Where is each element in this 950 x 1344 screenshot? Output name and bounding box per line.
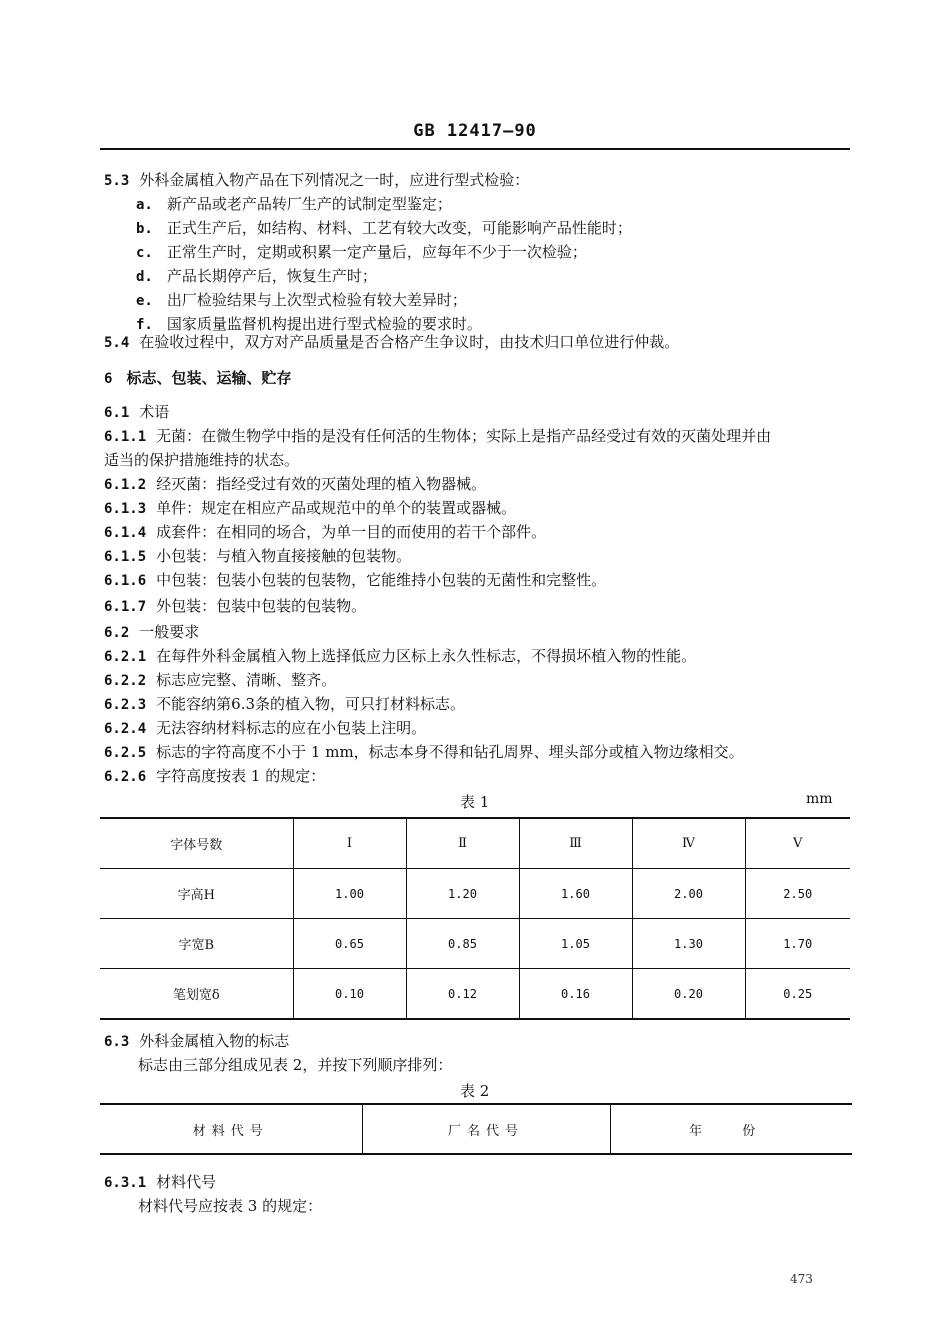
clause-number: 6.1.2 xyxy=(104,477,147,493)
clause-text: 外包装：包装中包装的包装物。 xyxy=(156,597,367,615)
clause-number: 6.2.2 xyxy=(104,673,147,689)
table-cell: 厂名代号 xyxy=(362,1104,610,1154)
clause-6-1-6 xyxy=(104,571,606,590)
table-cell: 1.30 xyxy=(632,919,745,969)
clause-6-3 xyxy=(104,1032,289,1051)
page-number: 473 xyxy=(790,1272,813,1286)
clause-5-4 xyxy=(104,333,679,352)
list-item xyxy=(136,195,452,214)
table-row xyxy=(100,919,850,969)
table-cell: 0.65 xyxy=(293,919,406,969)
table-cell: Ⅰ xyxy=(293,818,406,869)
table-cell: 年 份 xyxy=(689,1123,774,1139)
table-2 xyxy=(100,1103,852,1155)
clause-number: 6.2.1 xyxy=(104,649,147,665)
clause-text: 经灭菌：指经受过有效的灭菌处理的植入物器械。 xyxy=(156,475,487,493)
clause-text: 小包装：与植入物直接接触的包装物。 xyxy=(156,547,412,565)
clause-number: 6.1 xyxy=(104,405,130,421)
clause-text: 外科金属植入物的标志 xyxy=(139,1032,290,1050)
clause-6-2 xyxy=(104,623,199,642)
clause-number: 6.2.3 xyxy=(104,697,147,713)
clause-number: 6.3 xyxy=(104,1034,130,1050)
clause-text: 在每件外科金属植入物上选择低应力区标上永久性标志，不得损坏植入物的性能。 xyxy=(156,647,697,665)
table-cell: 0.85 xyxy=(406,919,519,969)
clause-6-2-4 xyxy=(104,719,426,738)
clause-text: 字符高度按表 1 的规定： xyxy=(156,767,326,785)
clause-number: 6.2.4 xyxy=(104,721,147,737)
section-6-heading xyxy=(104,369,291,388)
table-cell: Ⅳ xyxy=(632,818,745,869)
list-text: 正式生产后，如结构、材料、工艺有较大改变，可能影响产品性能时； xyxy=(166,219,632,237)
list-letter: b. xyxy=(136,221,153,237)
clause-number: 6.1.1 xyxy=(104,429,147,445)
section-title: 标志、包装、运输、贮存 xyxy=(126,369,292,387)
table-cell: 2.00 xyxy=(632,869,745,919)
table-cell: Ⅴ xyxy=(745,818,850,869)
clause-number: 6.1.5 xyxy=(104,549,147,565)
clause-text: 成套件：在相同的场合，为单一目的而使用的若干个部件。 xyxy=(156,523,547,541)
clause-6-2-5 xyxy=(104,743,744,762)
table-cell: 0.10 xyxy=(293,969,406,1020)
clause-number: 5.4 xyxy=(104,335,130,351)
clause-6-2-2 xyxy=(104,671,336,690)
clause-text: 在验收过程中，双方对产品质量是否合格产生争议时，由技术归口单位进行仲裁。 xyxy=(139,333,680,351)
list-item xyxy=(136,243,587,262)
list-item xyxy=(136,267,377,286)
list-letter: d. xyxy=(136,269,153,285)
clause-6-2-6 xyxy=(104,767,325,786)
table-cell: 材料代号 xyxy=(100,1104,362,1154)
table-cell: 1.60 xyxy=(519,869,632,919)
list-item xyxy=(136,219,632,238)
table-cell: Ⅱ xyxy=(406,818,519,869)
clause-number: 6.1.3 xyxy=(104,501,147,517)
table-row xyxy=(100,869,850,919)
table-row xyxy=(100,1104,852,1154)
clause-number: 5.3 xyxy=(104,173,130,189)
list-letter: e. xyxy=(136,293,153,309)
clause-text: 无菌：在微生物学中指的是没有任何活的生物体；实际上是指产品经受过有效的灭菌处理并由 xyxy=(156,427,772,445)
table-cell: 0.12 xyxy=(406,969,519,1020)
table-cell: 1.70 xyxy=(745,919,850,969)
table-cell: 0.20 xyxy=(632,969,745,1020)
clause-6-1-5 xyxy=(104,547,411,566)
clause-6-3-continuation: 标志由三部分组成见表 2，并按下列顺序排列： xyxy=(138,1056,453,1074)
table-row xyxy=(100,969,850,1020)
clause-number: 6.1.7 xyxy=(104,599,147,615)
standard-number: GB 12417—90 xyxy=(413,121,537,141)
table-cell: 字高H xyxy=(100,869,293,919)
table-1-unit: mm xyxy=(806,791,833,807)
clause-6-1-1 xyxy=(104,427,771,446)
table-header-row xyxy=(100,818,850,869)
list-text: 出厂检验结果与上次型式检验有较大差异时； xyxy=(166,291,467,309)
table-cell: 0.25 xyxy=(783,986,813,1001)
clause-6-2-3 xyxy=(104,695,465,714)
header-rule xyxy=(100,148,850,150)
table-cell: 0.16 xyxy=(519,969,632,1020)
clause-number: 6.1.4 xyxy=(104,525,147,541)
list-letter: c. xyxy=(136,245,153,261)
clause-6-1-4 xyxy=(104,523,546,542)
clause-6-2-1 xyxy=(104,647,696,666)
table-cell: 字宽B xyxy=(100,919,293,969)
list-letter: a. xyxy=(136,197,153,213)
clause-text: 标志的字符高度不小于 1 mm，标志本身不得和钻孔周界、埋头部分或植入物边缘相交。 xyxy=(156,743,744,761)
table-cell: 2.50 xyxy=(745,869,850,919)
clause-number: 6.3.1 xyxy=(104,1175,147,1191)
clause-6-1-2 xyxy=(104,475,486,494)
table-cell: 1.20 xyxy=(406,869,519,919)
list-item xyxy=(136,291,467,310)
list-text: 产品长期停产后，恢复生产时； xyxy=(166,267,377,285)
clause-text: 中包装：包装小包装的包装物，它能维持小包装的无菌性和完整性。 xyxy=(156,571,607,589)
clause-text: 外科金属植入物产品在下列情况之一时，应进行型式检验： xyxy=(139,171,530,189)
clause-5-3 xyxy=(104,171,529,190)
clause-text: 术语 xyxy=(139,403,170,421)
clause-text: 一般要求 xyxy=(139,623,200,641)
clause-6-1-1-continuation: 适当的保护措施维持的状态。 xyxy=(104,451,300,469)
table-cell: Ⅲ xyxy=(519,818,632,869)
list-text: 国家质量监督机构提出进行型式检验的要求时。 xyxy=(166,315,482,333)
table-2-caption: 表 2 xyxy=(460,1082,490,1100)
clause-6-1-7 xyxy=(104,597,366,616)
clause-number: 6.1.6 xyxy=(104,573,147,589)
clause-6-3-1-continuation: 材料代号应按表 3 的规定： xyxy=(138,1197,323,1215)
table-1-caption: 表 1 xyxy=(460,793,490,811)
list-text: 新产品或老产品转厂生产的试制定型鉴定； xyxy=(166,195,452,213)
clause-text: 材料代号 xyxy=(156,1173,217,1191)
table-cell: 1.00 xyxy=(293,869,406,919)
table-cell: 1.05 xyxy=(519,919,632,969)
table-cell: 笔划宽δ xyxy=(100,969,293,1020)
list-text: 正常生产时，定期或积累一定产量后，应每年不少于一次检验； xyxy=(166,243,587,261)
clause-6-3-1 xyxy=(104,1173,216,1192)
clause-number: 6.2 xyxy=(104,625,130,641)
table-cell: 字体号数 xyxy=(100,818,293,869)
list-item xyxy=(136,315,482,334)
table-1 xyxy=(100,817,850,1020)
clause-6-1-3 xyxy=(104,499,516,518)
clause-text: 标志应完整、清晰、整齐。 xyxy=(156,671,337,689)
clause-text: 不能容纳第6.3条的植入物，可只打材料标志。 xyxy=(156,695,466,713)
clause-text: 单件：规定在相应产品或规范中的单个的装置或器械。 xyxy=(156,499,517,517)
clause-6-1 xyxy=(104,403,169,422)
clause-number: 6.2.5 xyxy=(104,745,147,761)
section-number: 6 xyxy=(104,371,113,387)
clause-text: 无法容纳材料标志的应在小包装上注明。 xyxy=(156,719,427,737)
list-letter: f. xyxy=(136,317,153,333)
clause-number: 6.2.6 xyxy=(104,769,147,785)
